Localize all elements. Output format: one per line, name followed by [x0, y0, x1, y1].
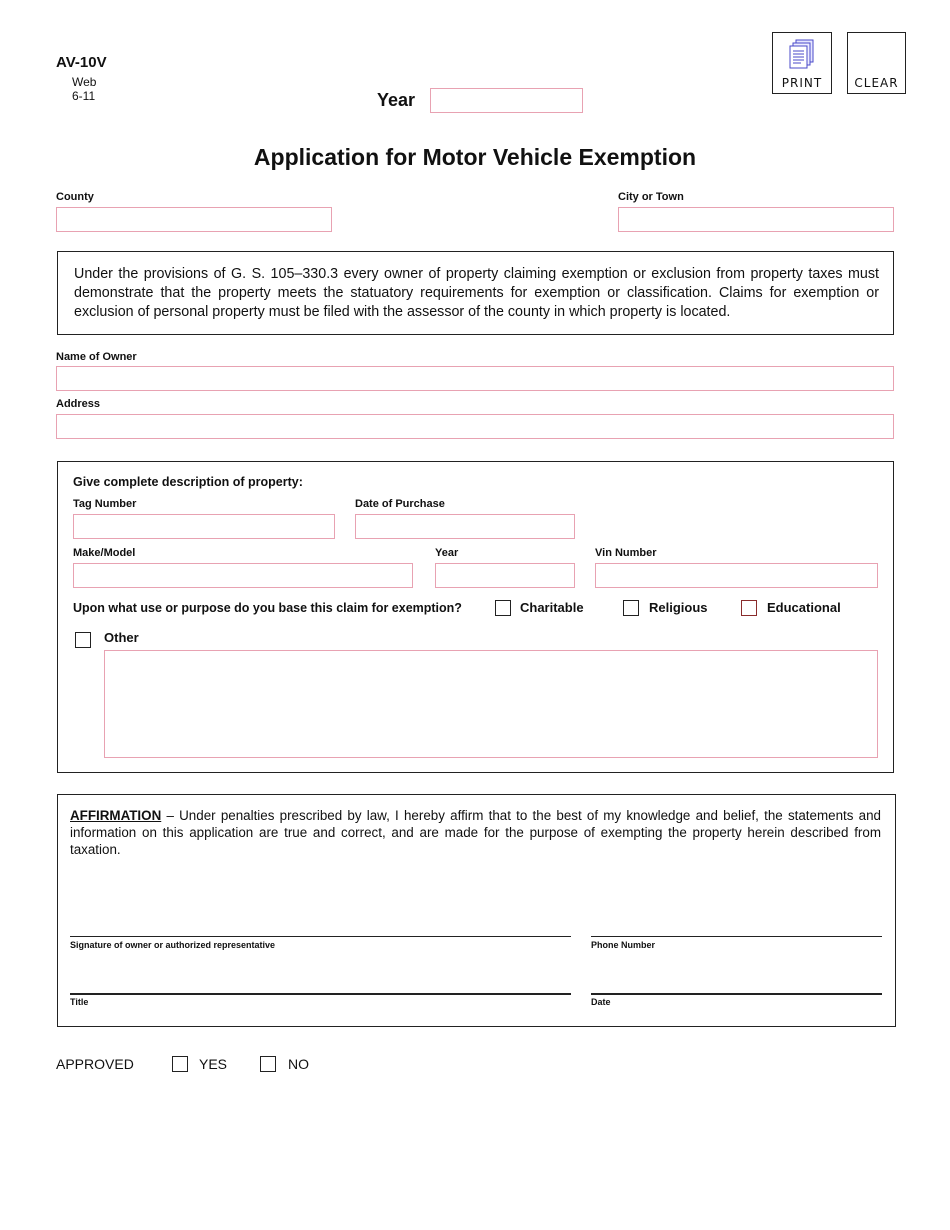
religious-checkbox[interactable]: [623, 600, 639, 616]
form-id: AV-10V: [56, 54, 107, 71]
city-input[interactable]: [618, 207, 894, 232]
address-label: Address: [56, 398, 101, 410]
affirmation-text: [70, 807, 881, 858]
print-button-label: PRINT: [781, 76, 823, 90]
religious-label: Religious: [649, 600, 708, 615]
clear-button-label: CLEAR: [854, 76, 899, 90]
make-model-label: Make/Model: [73, 547, 136, 559]
purpose-question: Upon what use or purpose do you base this claim for exemption?: [73, 601, 462, 615]
phone-line[interactable]: [591, 936, 882, 937]
tag-number-label: Tag Number: [73, 498, 137, 510]
county-label: County: [56, 191, 94, 203]
property-heading: Give complete description of property:: [73, 475, 303, 489]
purchase-date-label: Date of Purchase: [355, 498, 445, 510]
approved-yes-label: YES: [199, 1056, 228, 1072]
approved-label: APPROVED: [56, 1056, 134, 1072]
page-title: Application for Motor Vehicle Exemption: [253, 144, 697, 170]
title-line[interactable]: [70, 993, 571, 995]
educational-checkbox[interactable]: [741, 600, 757, 616]
other-checkbox[interactable]: [75, 632, 91, 648]
vin-label: Vin Number: [595, 547, 657, 559]
approved-yes-checkbox[interactable]: [172, 1056, 188, 1072]
print-icon: [789, 39, 817, 71]
clear-button[interactable]: [847, 32, 906, 94]
address-input[interactable]: [56, 414, 894, 439]
notice-text: Under the provisions of G. S. 105–330.3 every owner of property claiming exemption or exclusion from property taxes must demonstrate that the property meets the statuatory requirements for exemption or classification. Claims for exemption or exclusion of personal property must be filed with the assessor of the county in which property is located.: [74, 266, 879, 320]
signature-label: Signature of owner or authorized representative: [70, 940, 276, 950]
city-label: City or Town: [618, 191, 684, 203]
form-web: Web: [72, 75, 97, 89]
signature-line[interactable]: [70, 936, 571, 937]
charitable-label: Charitable: [520, 600, 584, 615]
form-revision: 6-11: [72, 89, 96, 103]
owner-name-label: Name of Owner: [56, 351, 137, 363]
title-label: Title: [70, 997, 89, 1007]
tag-number-input[interactable]: [73, 514, 335, 539]
purchase-date-input[interactable]: [355, 514, 575, 539]
other-label: Other: [104, 630, 139, 645]
owner-name-input[interactable]: [56, 366, 894, 391]
notice-box: [57, 251, 894, 335]
phone-label: Phone Number: [591, 940, 656, 950]
date-line[interactable]: [591, 993, 882, 995]
other-textarea[interactable]: [104, 650, 878, 758]
affirmation-body: – Under penalties prescribed by law, I hereby affirm that to the best of my knowledge and belief, the statements and information on this application are true and correct, and are made for the purpose of exempting the property herein described from taxation.: [70, 808, 881, 857]
print-button[interactable]: [772, 32, 832, 94]
affirmation-heading: AFFIRMATION: [70, 808, 162, 823]
approved-no-checkbox[interactable]: [260, 1056, 276, 1072]
year-label: Year: [377, 90, 416, 110]
vehicle-year-label: Year: [435, 547, 459, 559]
make-model-input[interactable]: [73, 563, 413, 588]
educational-label: Educational: [767, 600, 841, 615]
vehicle-year-input[interactable]: [435, 563, 575, 588]
charitable-checkbox[interactable]: [495, 600, 511, 616]
year-input[interactable]: [430, 88, 583, 113]
approved-no-label: NO: [288, 1056, 309, 1072]
county-input[interactable]: [56, 207, 332, 232]
date-label: Date: [591, 997, 611, 1007]
vin-input[interactable]: [595, 563, 878, 588]
